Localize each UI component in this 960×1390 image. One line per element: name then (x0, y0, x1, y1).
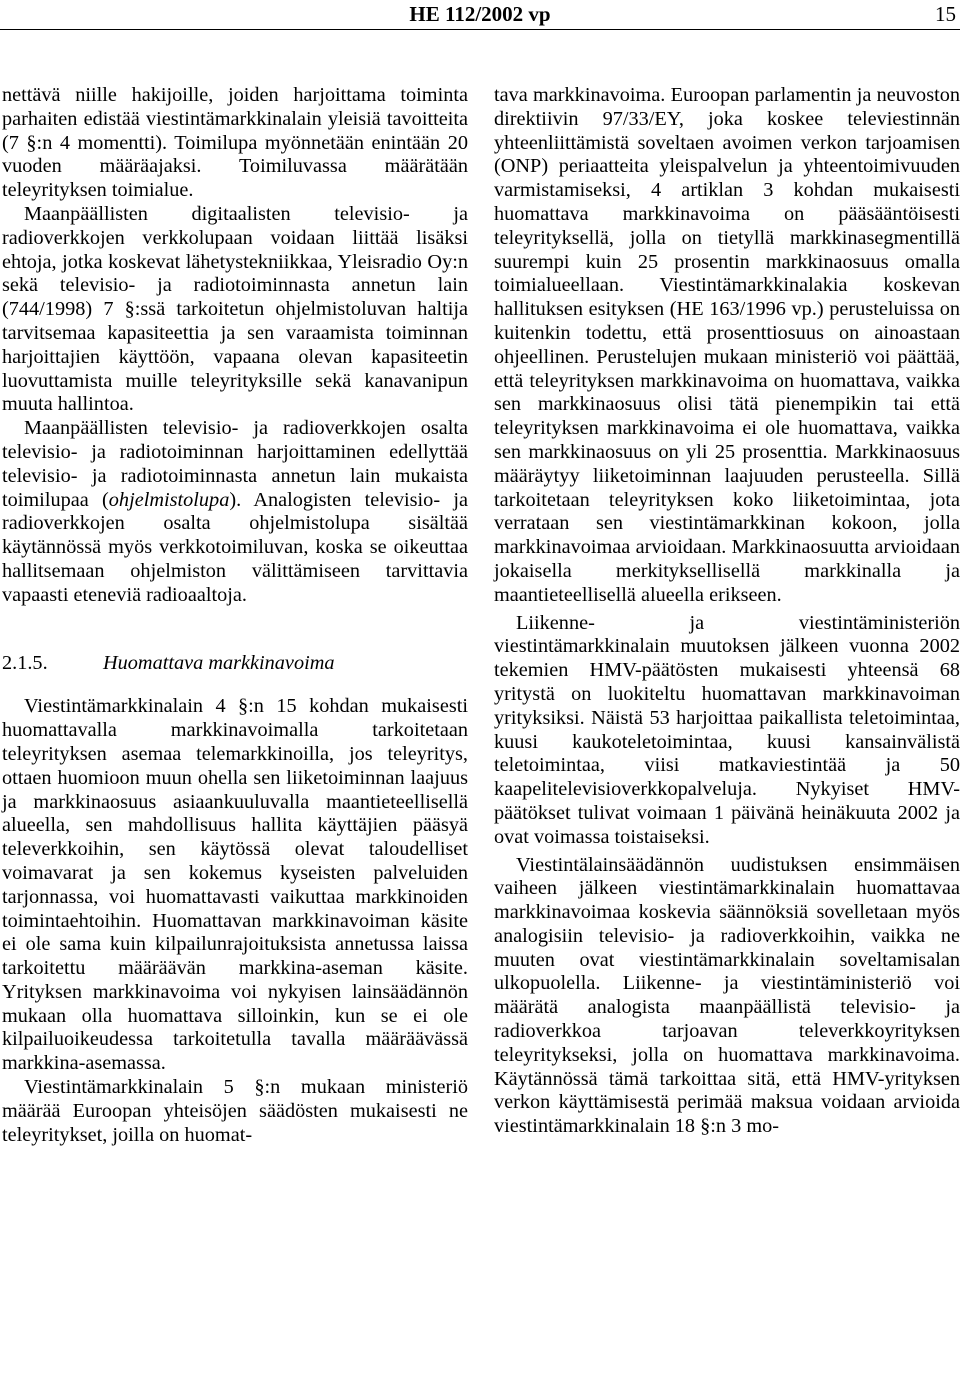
paragraph: Maanpäällisten digitaalisten televisio- ja radioverkkojen verkkolupaan voidaan liittää lisäksi ehtoja, jotka koskevat lähetystekniikkaa, Yleisradio Oy:n sekä televisio- ja radiotoiminnasta annetun lain (744/1998) 7 §:ssä tarkoitetun ohjelmistoluvan haltija tarvitsemaa kapasiteettia ja sen varaamista toiminnan harjoittajien käyttöön, vapaana olevan kapasiteetin luovuttamista muille teleyrityksille sekä kanavanipun muuta hallintoa. (2, 202, 468, 416)
right-column (494, 84, 960, 1139)
section-title: Huomattava markkinavoima (103, 651, 335, 674)
paragraph: Viestintämarkkinalain 4 §:n 15 kohdan mukaisesti huomattavalla markkinavoimalla tarkoitetaan teleyrityksen asemaa telemarkkinoilla, jos teleyritys, ottaen huomioon muun ohella sen liiketoiminnan laajuus ja markkinaosuus asiaankuuluvalla maantieteellisellä alueella, sen mahdollisuus hallita käyttäjien pääsyä televerkkoihin, sen käytössä olevat taloudelliset voimavarat ja sen kokemus kyseisten palveluiden tarjonnassa, voi huomattavasti vaikuttaa markkinoiden toimintaehtoihin. Huomattavan markkinavoiman käsite ei ole sama kuin kilpailunrajoituksista annetussa laissa tarkoitettu määräävän markkina-aseman käsite. Yrityksen markkinavoima voi nykyisen lainsäädännön mukaan olla huomattava silloinkin, kun se ei ole kilpailuoikeudessa tarkoitetulla tavalla määräävässä markkina-asemassa. (2, 695, 468, 1075)
document-id: HE 112/2002 vp (409, 2, 551, 26)
paragraph: Viestintämarkkinalain 5 §:n mukaan ministeriö määrää Euroopan yhteisöjen säädösten mukaisesti ne teleyritykset, joilla on huomat- (2, 1076, 468, 1146)
paragraph: Liikenne- ja viestintäministeriön viestintämarkkinalain muutoksen jälkeen vuonna 2002 tekemien HMV-päätösten mukaisesti yhteensä 68 yritystä on luokiteltu huomattavan markkinavoiman yrityksiksi. Näistä 53 harjoittaa paikallista teletoimintaa, kuusi kaukoteletoimintaa, kuusi kansainvälistä teletoimintaa, viisi matkaviestintää ja 50 kaapelitelevisioverkkopalveluja. Nykyiset HMV-päätökset tulivat voimaan 1 päivänä heinäkuuta 2002 ja ovat voimassa toistaiseksi. (494, 611, 960, 848)
paragraph (2, 417, 468, 607)
text-run: ). Analogisten televisio- ja radioverkkojen osalta ohjelmistolupa sisältää käytännössä myös verkkotoimiluvan, koska se oikeuttaa hallitsemaan ohjelmiston välittämiseen tarvittavia vapaasti eteneviä radioaaltoja. (2, 488, 468, 606)
page-number: 15 (935, 2, 956, 26)
left-column (2, 84, 468, 1147)
text-run: Maanpäällisten televisio- ja radioverkkojen osalta televisio- ja radiotoiminnan harjoittaminen edellyttää televisio- ja radiotoiminnasta annetun lain mukaista toimilupaa ( (2, 417, 468, 511)
italic-term: ohjelmistolupa (108, 488, 230, 511)
section-number: 2.1.5. (2, 651, 48, 674)
paragraph: Viestintälainsäädännön uudistuksen ensimmäisen vaiheen jälkeen viestintämarkkinalain huomattavaa markkinavoimaa koskevia säännöksiä sovelletaan myös analogisiin televisio- ja radioverkkoihin, vaikka ne muuten ovat viestintämarkkinalain soveltamisalan ulkopuolella. Liikenne- ja viestintäministeriö voi määrätä analogista maanpäällistä televisio- ja radioverkkoa tarjoavan televerkkoyrityksen teleyritykseksi, jolla on huomattava markkinavoima. Käytännössä tämä tarkoittaa sitä, että HMV-yrityksen verkon käyttämisestä perimää maksua voidaan arvioida viestintämarkkinalain 18 §:n 3 mo- (494, 853, 960, 1138)
section-heading (2, 608, 468, 696)
paragraph: tava markkinavoima. Euroopan parlamentin ja neuvoston direktiivin 97/33/EY, joka koskee televiestinnän yhteenliittämistä soveltaen avoimen verkon tarjoamisen (ONP) periaatteita yleispalvelun ja yhteentoimivuuden varmistamiseksi, 4 artiklan 3 kohdan mukaisesti huomattava markkinavoima on pääsääntöisesti teleyrityksellä, jolla on tietyllä markkinasegmentillä suurempi kuin 25 prosentin markkinaosuus omalla toimialueellaan. Viestintämarkkinalakia koskevan hallituksen esityksen (HE 163/1996 vp.) perusteluissa on kuitenkin todettu, että prosenttiosuus on ainoastaan ohjeellinen. Perustelujen mukaan ministeriö voi päättää, että teleyrityksen markkinavoima on huomattava, vaikka sen markkinaosuus olisi tätä pienempikin tai että teleyrityksen markkinavoima ei ole huomattava, vaikka sen markkinaosuus on yli 25 prosenttia. Markkinaosuus määräytyy liiketoiminnan laajuuden perusteella. Sillä tarkoitetaan teleyrityksen koko liiketoimintaa, jota verrataan sen viestintämarkkinan kokoon, jolla markkinavoimaa arvioidaan. Markkinaosuutta arvioidaan jokaisella merkityksellisellä markkinalla ja maantieteellisellä alueella erikseen. (494, 84, 960, 606)
header-rule (0, 29, 960, 30)
page-header (0, 0, 960, 28)
paragraph: nettävä niille hakijoille, joiden harjoittama toiminta parhaiten edistää viestintämarkkinalain yleisiä tavoitteita (7 §:n 4 momentti). Toimilupa myönnetään enintään 20 vuoden määräajaksi. Toimiluvassa määrätään teleyrityksen toimialue. (2, 84, 468, 202)
